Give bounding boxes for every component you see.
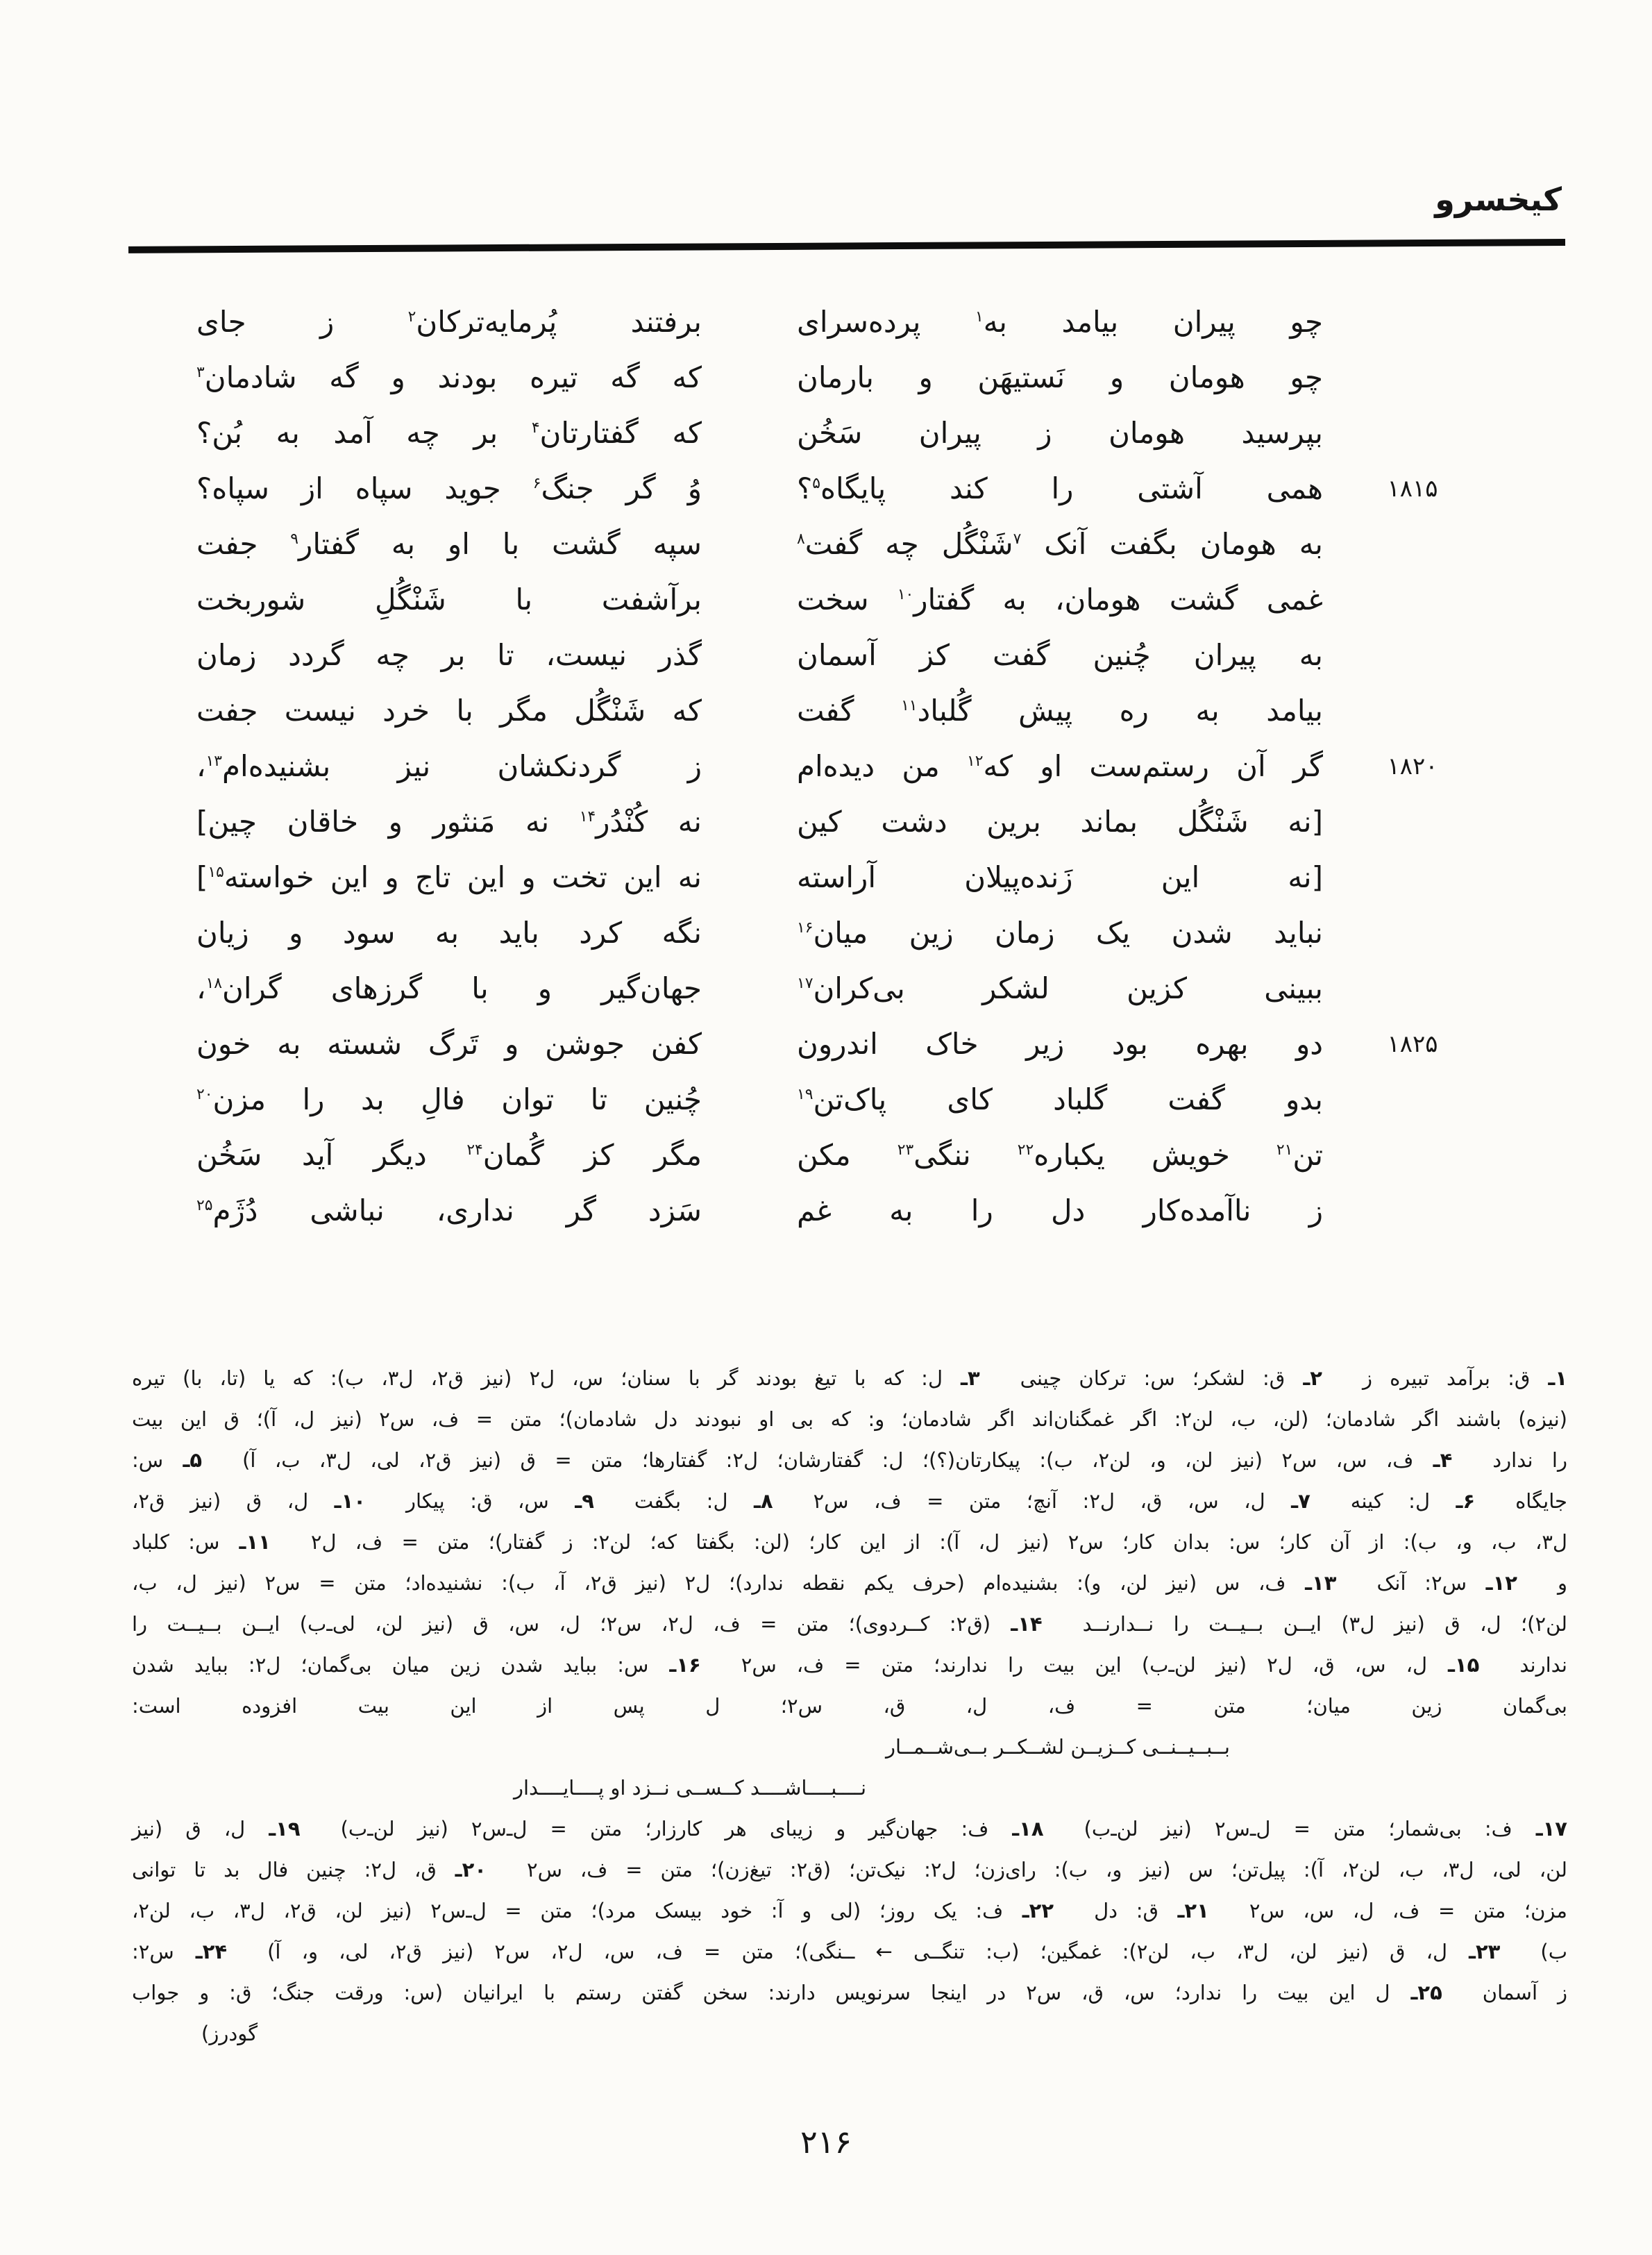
text-run: نــــبــــاشــــد کــســی نــزد او پــــایــــدار bbox=[513, 1776, 867, 1800]
text-run: ف: جهان‌گیر و زیبای هر کارزار؛ متن = ل‌ـ‌س۲ (نیز لن‌ـ‌ب) bbox=[340, 1817, 989, 1841]
hemistich-left bbox=[196, 461, 702, 517]
text-run: ۱۹ـ bbox=[245, 1817, 301, 1841]
text-run: که گه تیره بودند و گه شادمان bbox=[204, 360, 702, 394]
text-run bbox=[980, 1366, 1020, 1390]
text-run: س۲: آنک bbox=[1376, 1571, 1467, 1595]
text-run: ۷ـ bbox=[1265, 1489, 1310, 1513]
verse-number bbox=[1378, 1128, 1447, 1183]
text-run: س، ق: پیکار bbox=[405, 1489, 549, 1513]
text-run: س۲: bbox=[132, 1940, 174, 1963]
text-run: [نه این زَنده‌پیلان آراسته bbox=[797, 860, 1323, 894]
verse-number: ۱۸۲۰ bbox=[1387, 753, 1438, 780]
verse-number bbox=[1378, 794, 1447, 850]
running-head-title: کیخسرو bbox=[1435, 181, 1562, 218]
text-run bbox=[594, 1489, 634, 1513]
text-run: ل، ق (نیز لن، ل۳، ب، لن۲): غمگین؛ (ب: تنگــی ← ــنگی)؛ متن = ف، س، ل۲، س۲ (نیز ق۲، لی، و، آ) bbox=[267, 1940, 1448, 1963]
footnote-marker: ۸ bbox=[797, 530, 805, 548]
footnote-marker: ۲۴ bbox=[466, 1141, 483, 1159]
hemistich-right bbox=[797, 350, 1323, 405]
hemistich-left bbox=[196, 405, 702, 461]
text-run: ، bbox=[196, 749, 206, 783]
text-run bbox=[773, 1489, 814, 1513]
verse-row bbox=[0, 1016, 1652, 1072]
text-run: ل این بیت را ندارد؛ س، ق، س۲ در اینجا سرنویس دارند: سخن گفتن رستم با ایرانیان (س: ورقت جنگ؛ ق: و جواب bbox=[132, 1981, 1390, 2004]
text-run: جایگاه bbox=[1515, 1489, 1567, 1513]
text-run: چو هومان و نَستیهَن و بارمان bbox=[797, 360, 1323, 394]
footnote-marker: ۹ bbox=[290, 530, 299, 548]
text-run: ۲ـ bbox=[1285, 1366, 1322, 1390]
page-number: ۲۱۶ bbox=[800, 2123, 852, 2161]
text-run: سَزد گر نداری، نباشی دُژَم bbox=[212, 1193, 702, 1227]
text-run: کفن جوشن و تَرگ شسته به خون bbox=[196, 1027, 702, 1061]
verse-row bbox=[0, 572, 1652, 628]
apparatus-line bbox=[132, 1604, 1567, 1645]
text-run: سخت bbox=[797, 582, 897, 617]
hemistich-left bbox=[196, 739, 702, 794]
text-run: ۱۰ـ bbox=[308, 1489, 366, 1513]
text-run bbox=[1517, 1571, 1558, 1595]
verse-row bbox=[0, 294, 1652, 350]
text-run: لن۲)؛ ل، ق (نیز ل۳) ایــن بــیــت را نــدارنــد bbox=[1082, 1612, 1567, 1636]
text-run bbox=[1442, 1981, 1483, 2004]
text-run: ۱۸ـ bbox=[988, 1817, 1044, 1841]
text-run: ز جای bbox=[196, 305, 408, 339]
text-run: نه کُنْدُر bbox=[596, 805, 702, 839]
footnote-marker: ۳ bbox=[196, 364, 205, 381]
text-run bbox=[701, 1653, 741, 1677]
text-run: نگه کرد باید به سود و زیان bbox=[196, 916, 702, 950]
hemistich-right bbox=[797, 683, 1323, 739]
hemistich-left bbox=[196, 683, 702, 739]
hemistich-right bbox=[797, 850, 1323, 905]
text-run: گودرز) bbox=[201, 2022, 258, 2045]
text-run: ز گردنکشان نیز بشنیده‌ام bbox=[222, 749, 702, 783]
hemistich-left bbox=[196, 294, 702, 350]
text-run: ل: بگفت bbox=[634, 1489, 728, 1513]
verse-number bbox=[1378, 1072, 1447, 1128]
text-run: ل، ق (نیز bbox=[132, 1817, 246, 1841]
apparatus-line bbox=[132, 1358, 1567, 1399]
text-run: چُنین تا توان فالِ بد را مزن bbox=[212, 1082, 702, 1116]
hemistich-right bbox=[797, 961, 1323, 1016]
text-run bbox=[1475, 1489, 1515, 1513]
text-run: ؟ bbox=[797, 471, 813, 505]
text-run: ف: بی‌شمار؛ متن = ل‌ـ‌س۲ (نیز لن‌ـ‌ب) bbox=[1084, 1817, 1512, 1841]
text-run bbox=[1043, 1612, 1083, 1636]
hemistich-left bbox=[196, 905, 702, 961]
hemistich-left bbox=[196, 1016, 702, 1072]
verse-row bbox=[0, 794, 1652, 850]
added-verse-line bbox=[132, 1768, 1567, 1809]
apparatus-line bbox=[132, 1522, 1567, 1563]
verse-row bbox=[0, 405, 1652, 461]
text-run: دیگر آید سَخُن bbox=[196, 1138, 467, 1172]
text-run: ۱۲ـ bbox=[1467, 1571, 1517, 1595]
verse-row bbox=[0, 1183, 1652, 1239]
footnote-marker: ۲۱ bbox=[1276, 1141, 1293, 1159]
hemistich-right bbox=[797, 572, 1323, 628]
footnote-marker: ۲ bbox=[407, 308, 416, 326]
text-run: ۳ـ bbox=[943, 1366, 980, 1390]
text-run: ننگی bbox=[913, 1138, 1018, 1172]
footnote-marker: ۲۳ bbox=[897, 1141, 914, 1159]
text-run: وُ گر جنگ bbox=[541, 471, 702, 505]
hemistich-right bbox=[797, 405, 1323, 461]
text-run: جهان‌گیر و با گرزهای گران bbox=[222, 971, 702, 1005]
text-run: غمی گشت هومان، به گفتار bbox=[913, 582, 1323, 617]
text-run: ۲۴ـ bbox=[174, 1940, 228, 1963]
apparatus-line bbox=[132, 1399, 1567, 1440]
verse-row bbox=[0, 850, 1652, 905]
hemistich-left bbox=[196, 1072, 702, 1128]
text-run: (ق۲: کــردوی)؛ متن = ف، ل۲، س۲؛ ل، س، ق (نیز لن، لی‌ـ‌ب) ایــن بــیــت را bbox=[132, 1612, 991, 1636]
hemistich-right bbox=[797, 1016, 1323, 1072]
verse-number bbox=[1378, 294, 1447, 350]
header-rule bbox=[128, 239, 1565, 253]
text-run: ببینی کزین لشکر بی‌کران bbox=[813, 971, 1323, 1005]
verse-number bbox=[1378, 572, 1447, 628]
hemistich-right bbox=[797, 739, 1323, 794]
text-run: چو پیران بیامد به bbox=[983, 305, 1323, 339]
text-run: که گفتارتان bbox=[539, 416, 702, 450]
footnote-marker: ۴ bbox=[531, 419, 540, 437]
text-run: بــبــیــنــی کــزیــن لشــکــر بــی‌شــمــار bbox=[886, 1735, 1230, 1759]
verse-row bbox=[0, 1128, 1652, 1183]
text-run: ق: لشکر؛ س: ترکان چینی bbox=[1020, 1366, 1286, 1390]
text-run: ۱۳ـ bbox=[1286, 1571, 1337, 1595]
text-run bbox=[1054, 1899, 1094, 1922]
text-run: ۱۱ـ bbox=[219, 1530, 271, 1554]
text-run: ف، س، س۲ (نیز لن، و، لن۲، ب): پیکارتان(؟)؛ ل: گفتارشان؛ ل۲: گفتارها؛ متن = ق (نیز ق۲، لی، ل۳، ب، آ) bbox=[242, 1448, 1414, 1472]
text-run: ۲۳ـ bbox=[1447, 1940, 1501, 1963]
hemistich-right bbox=[797, 628, 1323, 683]
text-run: (نیزه) باشند اگر شادمان؛ (لن، ب، لن۲: اگر غمگنان‌اند اگر شادمان؛ و: که بی او نبودند دل شادمان)؛ متن = ف، س۲ (نیز ل، آ)؛ ق این بیت bbox=[132, 1407, 1567, 1431]
text-run: ۹ـ bbox=[548, 1489, 594, 1513]
text-run bbox=[271, 1530, 311, 1554]
hemistich-left bbox=[196, 1128, 702, 1183]
text-run bbox=[487, 1858, 527, 1881]
hemistich-left bbox=[196, 572, 702, 628]
verse-number: ۱۸۱۵ bbox=[1387, 475, 1438, 503]
verse-number bbox=[1378, 350, 1447, 405]
text-run: خویش یکباره bbox=[1034, 1138, 1276, 1172]
text-run: ۲۵ـ bbox=[1390, 1981, 1442, 2004]
text-run: ل، ق (نیز ق۲، bbox=[132, 1489, 309, 1513]
text-run: نه این تخت و این تاج و این خواسته bbox=[224, 860, 702, 894]
text-run bbox=[202, 1448, 242, 1472]
text-run: [نه شَنْگُل بماند برین دشت کین bbox=[797, 805, 1323, 839]
verse-number bbox=[1378, 850, 1447, 905]
footnote-marker: ۱۳ bbox=[205, 753, 223, 770]
footnote-marker: ۲۰ bbox=[196, 1086, 213, 1103]
text-run bbox=[1322, 1366, 1363, 1390]
verse-number bbox=[1378, 683, 1447, 739]
text-run: ق، ل۲: چنین فال بد تا توانی bbox=[132, 1858, 437, 1881]
text-run: ۲۰ـ bbox=[436, 1858, 487, 1881]
text-run: مزن؛ متن = ف، ل، س، س۲ bbox=[1249, 1899, 1567, 1922]
apparatus-line bbox=[132, 1931, 1567, 1972]
footnote-marker: ۷ bbox=[1013, 530, 1022, 548]
verse-table bbox=[0, 294, 1652, 1239]
text-run: برفتند پُرمایه‌ترکان bbox=[416, 305, 702, 339]
text-run: و bbox=[1557, 1571, 1567, 1595]
footnote-marker: ۱۹ bbox=[797, 1086, 814, 1103]
apparatus-line bbox=[132, 1440, 1567, 1481]
hemistich-right bbox=[797, 794, 1323, 850]
text-run: ز آسمان bbox=[1482, 1981, 1567, 2004]
text-run bbox=[1452, 1448, 1492, 1472]
hemistich-right bbox=[797, 461, 1323, 517]
footnote-marker: ۵ bbox=[812, 475, 821, 492]
footnote-marker: ۱۲ bbox=[967, 753, 984, 770]
footnote-marker: ۱۴ bbox=[579, 808, 596, 825]
text-run: ۱ـ bbox=[1530, 1366, 1568, 1390]
text-run: ۲۲ـ bbox=[1003, 1899, 1054, 1922]
verse-number bbox=[1378, 1183, 1447, 1239]
text-run: لن، لی، ل۳، ب، لن۲، آ): پیل‌تن؛ س (نیز و، ب): رای‌زن؛ ل۲: نیک‌تن؛ (ق۲: تیغ‌زن)؛ متن = ف، س۲ bbox=[526, 1858, 1567, 1881]
text-run bbox=[1209, 1899, 1249, 1922]
text-run: به پیران چُنین گفت کز آسمان bbox=[797, 638, 1323, 672]
verse-row bbox=[0, 905, 1652, 961]
hemistich-left bbox=[196, 628, 702, 683]
text-run: ۱۶ـ bbox=[648, 1653, 701, 1677]
text-run: را ندارد bbox=[1492, 1448, 1567, 1472]
verse-row bbox=[0, 683, 1652, 739]
text-run: ل: کینه bbox=[1350, 1489, 1431, 1513]
text-run bbox=[1479, 1653, 1519, 1677]
text-run: ب) bbox=[1540, 1940, 1567, 1963]
text-run: ندارند bbox=[1519, 1653, 1567, 1677]
text-run: مکن bbox=[797, 1138, 897, 1172]
verse-row bbox=[0, 517, 1652, 572]
hemistich-left bbox=[196, 794, 702, 850]
text-run bbox=[301, 1817, 341, 1841]
apparatus-line bbox=[132, 1481, 1567, 1522]
text-run: برآشفت با شَنْگُلِ شوربخت bbox=[196, 582, 702, 617]
added-verse-line bbox=[132, 1727, 1567, 1768]
hemistich-right bbox=[797, 1072, 1323, 1128]
hemistich-left bbox=[196, 350, 702, 405]
apparatus-line bbox=[132, 1891, 1567, 1931]
verse-row bbox=[0, 350, 1652, 405]
text-run bbox=[366, 1489, 406, 1513]
text-run: همی آشتی را کند پایگاه bbox=[820, 471, 1323, 505]
text-run: ۱۵ـ bbox=[1427, 1653, 1480, 1677]
text-run: گر آن رستم‌ست او که bbox=[983, 749, 1323, 783]
text-run: ۱۷ـ bbox=[1512, 1817, 1568, 1841]
text-run bbox=[1044, 1817, 1084, 1841]
verse-row bbox=[0, 628, 1652, 683]
text-run: ل، س، ق، ل۲: آنچ؛ متن = ف، س۲ bbox=[813, 1489, 1265, 1513]
text-run: سپه گشت با او به گفتار bbox=[298, 527, 702, 561]
text-run bbox=[1310, 1489, 1351, 1513]
apparatus-line bbox=[132, 1809, 1567, 1850]
hemistich-right bbox=[797, 517, 1323, 572]
text-run: بی‌گمان زین میان؛ متن = ف، ل، ق، س۲؛ ل پس از این بیت افزوده است: bbox=[132, 1694, 1567, 1718]
text-run: ل: که با تیغ بودند گر با سنان؛ س، ل۲ (نیز ق۲، ل۳، ب): که یا (تا، با) تیره bbox=[132, 1366, 943, 1390]
verse-row bbox=[0, 739, 1652, 794]
footnote-marker: ۱۵ bbox=[208, 864, 224, 881]
hemistich-left bbox=[196, 517, 702, 572]
verse-number bbox=[1378, 405, 1447, 461]
footnote-marker: ۱۱ bbox=[901, 697, 918, 714]
footnote-marker: ۲۵ bbox=[196, 1197, 213, 1214]
apparatus-line bbox=[132, 1645, 1567, 1686]
text-run: ل، س، ق، ل۲ (نیز لن‌ـ‌ب) این بیت را ندارند؛ متن = ف، س۲ bbox=[741, 1653, 1428, 1677]
text-run: پرده‌سرای bbox=[797, 305, 976, 339]
text-run: بدو گفت گلباد کای پاک‌تن bbox=[813, 1082, 1323, 1116]
footnote-marker: ۲۲ bbox=[1017, 1141, 1034, 1159]
text-run: گذر نیست، تا بر چه گردد زمان bbox=[196, 638, 702, 672]
text-run bbox=[227, 1940, 267, 1963]
text-run: ق: دل bbox=[1094, 1899, 1158, 1922]
verse-number bbox=[1378, 628, 1447, 683]
text-run: س: bbox=[132, 1448, 164, 1472]
text-run: مگر کز گُمان bbox=[482, 1138, 702, 1172]
text-run: ف: یک روز؛ (لی و آ: خود بیسک مرد)؛ متن = ل‌ـ‌س۲ (نیز لن، ق۲، ل۳، ب، لن۲، bbox=[132, 1899, 1004, 1922]
text-run: دو بهره بود زیر خاک اندرون bbox=[797, 1027, 1323, 1061]
text-run: ل۳، ب، و، ب): از آن کار؛ س: بدان کار؛ س۲ (نیز ل، آ): از این کار؛ (لن: بگفتا که؛ لن۲: ز گفتار)؛ متن = ف، ل۲ bbox=[310, 1530, 1567, 1554]
text-run: ] bbox=[196, 860, 208, 894]
text-run: ز ناآمده‌کار دل را به غم bbox=[797, 1193, 1323, 1227]
apparatus-line bbox=[132, 2013, 1567, 2054]
hemistich-right bbox=[797, 905, 1323, 961]
text-run: به هومان بگفت آنک bbox=[1021, 527, 1323, 561]
hemistich-right bbox=[797, 1183, 1323, 1239]
verse-number: ۱۸۲۵ bbox=[1387, 1030, 1438, 1058]
footnote-marker: ۱ bbox=[975, 308, 984, 326]
text-run: ، bbox=[196, 971, 206, 1005]
text-run: جوید سپاه از سپاه؟ bbox=[196, 471, 533, 505]
text-run: ق: برآمد تبیره ز bbox=[1362, 1366, 1531, 1390]
footnote-marker: ۱۰ bbox=[897, 586, 914, 603]
hemistich-left bbox=[196, 961, 702, 1016]
text-run: ۱۴ـ bbox=[991, 1612, 1043, 1636]
verse-number bbox=[1378, 961, 1447, 1016]
text-run: س: بباید شدن زین میان بی‌گمان؛ ل۲: بباید شدن bbox=[132, 1653, 649, 1677]
hemistich-left bbox=[196, 1183, 702, 1239]
verse-number bbox=[1378, 905, 1447, 961]
text-run: ف، س (نیز لن، و): بشنیده‌ام (حرف یکم نقطه ندارد)؛ ل۲ (نیز ق۲، آ، ب): نشنیده‌اد؛ متن = س۲ (نیز ل، ب، bbox=[132, 1571, 1286, 1595]
apparatus-line bbox=[132, 1563, 1567, 1604]
verse-row bbox=[0, 461, 1652, 517]
text-run: بپرسید هومان ز پیران سَخُن bbox=[797, 416, 1323, 450]
footnote-marker: ۶ bbox=[532, 475, 541, 492]
text-run: بیامد به ره پیش گُلباد bbox=[917, 694, 1323, 728]
text-run: س: کلباد bbox=[132, 1530, 220, 1554]
critical-apparatus bbox=[132, 1358, 1567, 2054]
text-run: که شَنْگُل مگر با خرد نیست جفت bbox=[196, 694, 702, 728]
apparatus-line bbox=[132, 1686, 1567, 1727]
text-run: من دیده‌ام bbox=[797, 749, 968, 783]
verse-row bbox=[0, 961, 1652, 1016]
text-run: ۲۱ـ bbox=[1158, 1899, 1209, 1922]
text-run: بر چه آمد به بُن؟ bbox=[196, 416, 532, 450]
hemistich-right bbox=[797, 294, 1323, 350]
apparatus-line bbox=[132, 1850, 1567, 1891]
hemistich-left bbox=[196, 850, 702, 905]
text-run: گفت bbox=[797, 694, 902, 728]
text-run: شَنْگُل چه گفت bbox=[804, 527, 1013, 561]
hemistich-right bbox=[797, 1128, 1323, 1183]
text-run bbox=[1500, 1940, 1540, 1963]
verse-row bbox=[0, 1072, 1652, 1128]
verse-number bbox=[1378, 517, 1447, 572]
text-run: ۵ـ bbox=[163, 1448, 203, 1472]
text-run: نه مَنثور و خاقان چین] bbox=[196, 805, 580, 839]
text-run: نباید شدن یک زمان زین میان bbox=[813, 916, 1323, 950]
footnote-marker: ۱۸ bbox=[205, 975, 223, 992]
apparatus-line bbox=[132, 1972, 1567, 2013]
text-run: ۶ـ bbox=[1430, 1489, 1476, 1513]
text-run: جفت bbox=[196, 527, 291, 561]
footnote-marker: ۱۷ bbox=[797, 975, 814, 992]
text-run bbox=[1336, 1571, 1376, 1595]
text-run: ۸ـ bbox=[727, 1489, 773, 1513]
text-run: ۴ـ bbox=[1413, 1448, 1453, 1472]
footnote-marker: ۱۶ bbox=[797, 919, 814, 937]
text-run: تن bbox=[1292, 1138, 1324, 1172]
